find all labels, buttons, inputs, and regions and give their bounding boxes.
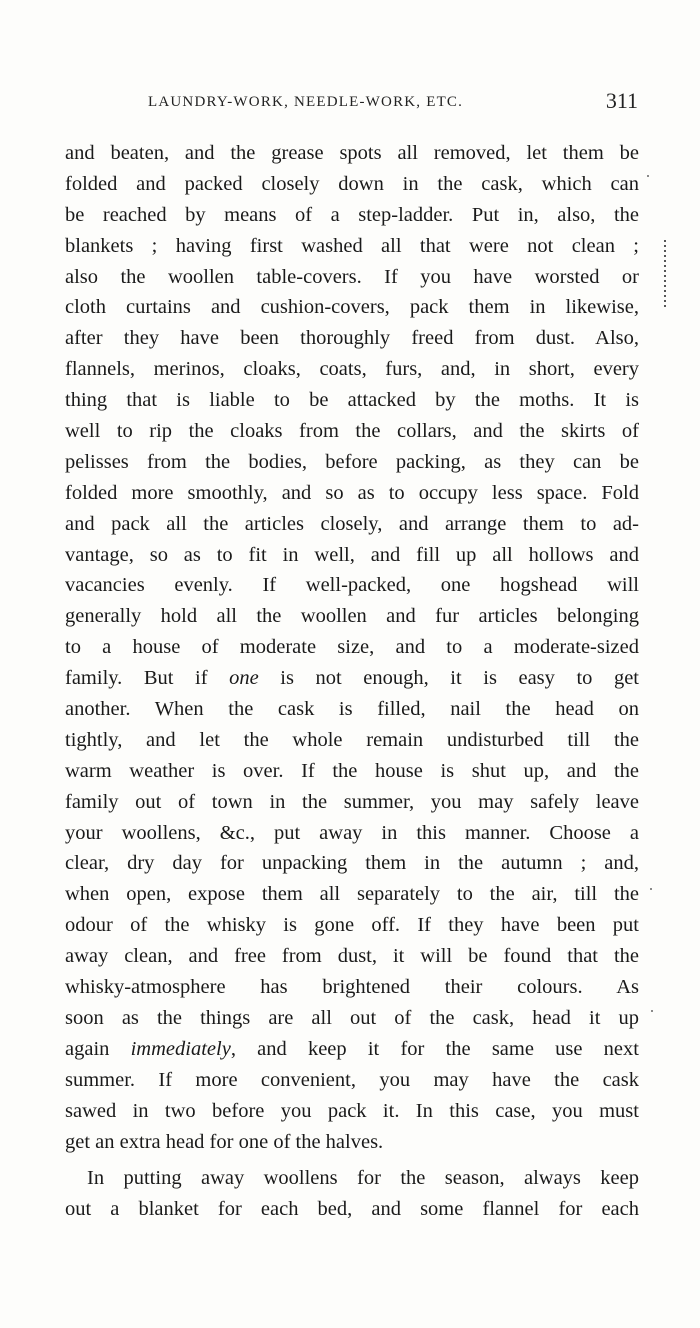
text-line: vantage, so as to fit in well, and fill up all hollows and xyxy=(65,543,639,566)
text-line: pelisses from the bodies, before packing, as they can be xyxy=(65,450,639,473)
emphasis-text: immediately xyxy=(130,1037,231,1060)
text-line: and beaten, and the grease spots all removed, let them be xyxy=(65,142,639,164)
text-line: tightly, and let the whole remain undisturbed till the xyxy=(65,728,639,751)
text-line: sawed in two before you pack it. In this case, you must xyxy=(65,1099,639,1122)
text-line: to a house of moderate size, and to a moderate-sized xyxy=(65,636,639,659)
text-run: , and keep it for the same use next xyxy=(230,1037,639,1060)
text-line: warm weather is over. If the house is shut up, and the xyxy=(65,759,639,782)
margin-dot xyxy=(647,175,649,177)
margin-dot xyxy=(651,1010,653,1012)
text-line: folded and packed closely down in the cask, which can xyxy=(65,172,639,195)
text-line: another. When the cask is filled, nail the head on xyxy=(65,698,639,721)
text-line: thing that is liable to be attacked by the moths. It is xyxy=(65,389,639,412)
text-line: vacancies evenly. If well-packed, one hogshead will xyxy=(65,574,639,597)
text-line: after they have been thoroughly freed from dust. Also, xyxy=(65,327,639,350)
page-number: 311 xyxy=(605,88,638,113)
text-line: flannels, merinos, cloaks, coats, furs, and, in short, every xyxy=(65,358,639,381)
running-header xyxy=(68,88,638,124)
text-run: family. But if xyxy=(65,667,230,690)
text-line: away clean, and free from dust, it will be found that the xyxy=(65,945,639,968)
text-line: In putting away woollens for the season, always keep xyxy=(87,1167,639,1190)
text-line: summer. If more convenient, you may have the cask xyxy=(65,1068,639,1091)
emphasis-text: one xyxy=(229,667,259,690)
text-line: well to rip the cloaks from the collars, and the skirts of xyxy=(65,420,639,443)
text-line: whisky-atmosphere has brightened their colours. As xyxy=(65,976,639,999)
text-line: blankets ; having first washed all that were not clean ; xyxy=(65,234,639,257)
text-line: get an extra head for one of the halves. xyxy=(65,1130,384,1153)
text-line: odour of the whisky is gone off. If they have been put xyxy=(65,914,639,937)
text-line xyxy=(65,663,639,694)
margin-dot xyxy=(650,888,652,890)
paragraph xyxy=(65,138,639,1157)
text-line: cloth curtains and cushion-covers, pack them in likewise, xyxy=(65,296,639,319)
text-line xyxy=(65,1034,639,1065)
text-line: also the woollen table-covers. If you have worsted or xyxy=(65,265,639,288)
paragraph xyxy=(65,1163,639,1225)
text-run: is not enough, it is easy to get xyxy=(258,667,639,690)
margin-ornament xyxy=(664,240,666,310)
text-line: generally hold all the woollen and fur articles belonging xyxy=(65,605,639,628)
text-line: soon as the things are all out of the cask, head it up xyxy=(65,1006,639,1029)
text-line: when open, expose them all separately to the air, till the xyxy=(65,883,639,906)
text-line: family out of town in the summer, you may safely leave xyxy=(65,790,639,813)
text-line: folded more smoothly, and so as to occupy less space. Fold xyxy=(65,481,639,504)
text-line: your woollens, &c., put away in this manner. Choose a xyxy=(65,821,639,844)
body-text xyxy=(65,138,639,1225)
text-line: out a blanket for each bed, and some flannel for each xyxy=(65,1198,639,1221)
text-line: clear, dry day for unpacking them in the autumn ; and, xyxy=(65,852,639,875)
text-run: again xyxy=(65,1037,131,1060)
text-line: and pack all the articles closely, and arrange them to ad- xyxy=(65,512,639,535)
text-line: be reached by means of a step-ladder. Put in, also, the xyxy=(65,203,639,226)
running-title: LAUNDRY-WORK, NEEDLE-WORK, ETC. xyxy=(148,94,464,110)
